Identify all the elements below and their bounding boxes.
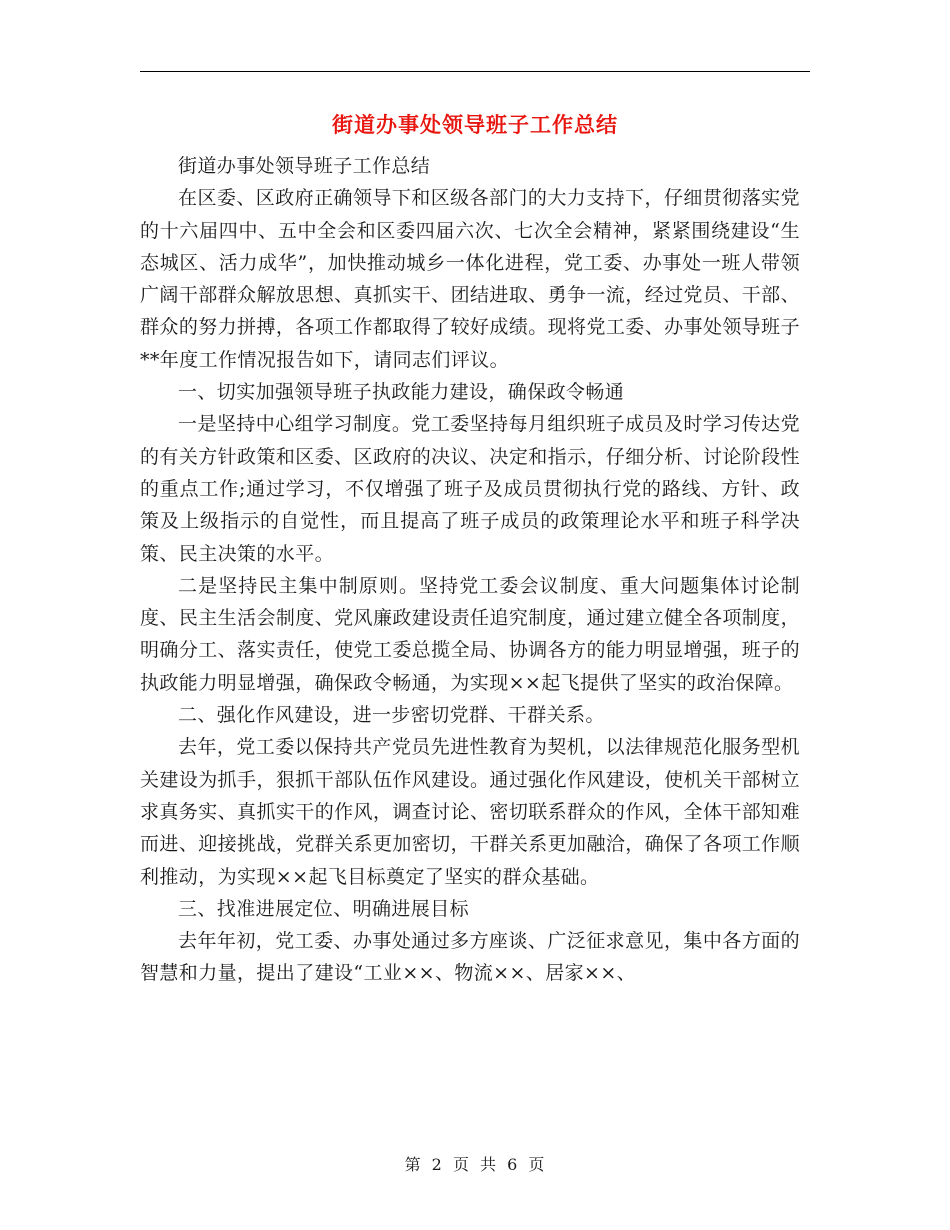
document-title: 街道办事处领导班子工作总结	[332, 112, 618, 137]
section-heading-3: 三、找准进展定位、明确进展目标	[178, 897, 470, 920]
paragraph-work-style: 去年，党工委以保持共产党员先进性教育为契机，以法律规范化服务型机关建设为抓手，狠抓干部队伍作风建设。通过强化作风建设，使机关干部树立求真务实、真抓实干的作风，调查讨论、密切联系群众的作风，全体干部知难而进、迎接挑战，党群关系更加密切，干群关系更加融洽，确保了各项工作顺利推动，为实现××起飞目标奠定了坚实的群众基础。	[140, 736, 800, 888]
paragraph-democratic-centralism: 二是坚持民主集中制原则。坚持党工委会议制度、重大问题集体讨论制度、民主生活会制度、党风廉政建设责任追究制度，通过建立健全各项制度，明确分工、落实责任，使党工委总揽全局、协调各方的能力明显增强，班子的执政能力明显增强，确保政令畅通，为实现××起飞提供了坚实的政治保障。	[140, 574, 800, 694]
section-heading-1: 一、切实加强领导班子执政能力建设，确保政令畅通	[178, 381, 625, 404]
paragraph-study-system: 一是坚持中心组学习制度。党工委坚持每月组织班子成员及时学习传达党的有关方针政策和区委、区政府的决议、决定和指示，仔细分析、讨论阶段性的重点工作;通过学习，不仅增强了班子及成员贯彻执行党的路线、方针、政策及上级指示的自觉性，而且提高了班子成员的政策理论水平和班子科学决策、民主决策的水平。	[140, 413, 800, 565]
paragraph-intro: 在区委、区政府正确领导下和区级各部门的大力支持下，仔细贯彻落实党的十六届四中、五中全会和区委四届六次、七次全会精神，紧紧围绕建设“生态城区、活力成华”，加快推动城乡一体化进程，党工委、办事处一班人带领广阔干部群众解放思想、真抓实干、团结进取、勇争一流，经过党员、干部、群众的努力拼搏，各项工作都取得了较好成绩。现将党工委、办事处领导班子**年度工作情况报告如下，请同志们评议。	[140, 187, 800, 371]
page-number-footer: 第 2 页 共 6 页	[404, 1155, 546, 1174]
header-rule	[140, 71, 810, 72]
paragraph-development-goals: 去年年初，党工委、办事处通过多方座谈、广泛征求意见，集中各方面的智慧和力量，提出了建设“工业××、物流××、居家××、	[140, 930, 800, 985]
section-heading-2: 二、强化作风建设，进一步密切党群、干群关系。	[178, 704, 605, 727]
document-body	[140, 150, 800, 990]
paragraph-subtitle: 街道办事处领导班子工作总结	[178, 155, 431, 177]
